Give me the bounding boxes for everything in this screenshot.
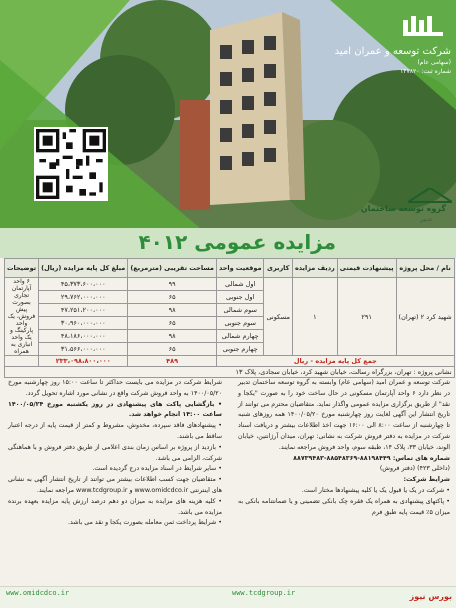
condition-item: • متقاضیان جهت کسب اطلاعات بیشتر می توانند از تاریخ انتشار آگهی به نشانی های اینترنتی www.omidcdco.ir و www.tcdgroup.ir مراجعه نمایند. — [8, 476, 222, 494]
qr-code-icon — [36, 129, 106, 199]
company-logo-icon — [401, 12, 445, 38]
contact-phones: شماره های تماس: ۸۸۱۹۸۴۴۹-۸۸۵۴۸۳۶۹-۸۸۷۳۹۴۸۳ — [293, 454, 450, 462]
usage-cell: مسکونی — [264, 278, 292, 356]
project-address: نشانی پروژه : تهران، بزرگراه رسالت، خیابان شهید کرد، خیابان سجادی، پلاک ۱۳ — [5, 367, 455, 378]
condition-item: • بازدید از پروژه بر اساس زمان بندی اعلامی از طریق دفتر فروش و با هماهنگی شرکت، الزامی می باشد. — [8, 443, 222, 462]
position-cell: چهارم جنوبی — [216, 343, 264, 356]
roof-icon — [408, 188, 452, 204]
row-no-cell: ۱ — [292, 278, 337, 356]
group-logo — [330, 186, 452, 226]
col-position: موقعیت واحد — [216, 259, 264, 278]
price-cell: ۴۷،۲۵۱،۲۰۰،۰۰۰ — [39, 304, 128, 317]
col-area: مساحت تقریبی (مترمربع) — [128, 259, 217, 278]
condition-item: • سایر شرایط در اسناد مزایده درج گردیده است. — [92, 465, 222, 473]
total-price: ۲۳۳،۰۹۸،۸۰۰،۰۰۰ — [39, 356, 128, 367]
area-cell: ۶۵ — [128, 291, 217, 304]
registration-number: شماره ثبت: ۱۴۷۸۲۰ — [400, 68, 451, 75]
address-row — [5, 367, 455, 378]
price-cell: ۳۱،۵۶۶،۰۰۰،۰۰۰ — [39, 343, 128, 356]
qr-code[interactable] — [34, 127, 108, 201]
area-cell: ۶۵ — [128, 317, 217, 330]
col-project: نام / محل پروژه — [396, 259, 454, 278]
body-left-column — [8, 378, 222, 529]
area-cell: ۹۸ — [128, 330, 217, 343]
conditions-heading: شرایط شرکت: — [403, 476, 450, 484]
price-cell: ۴۵،۳۷۳،۶۰۰،۰۰۰ — [39, 278, 128, 291]
contact-ext: (داخلی ۴۲۳) (دفتر فروش) — [379, 465, 450, 473]
position-cell: سوم جنوبی — [216, 317, 264, 330]
area-cell: ۹۸ — [128, 304, 217, 317]
position-cell: اول شمالی — [216, 278, 264, 291]
condition-item: • پاکتهای پیشنهادی به همراه یک فقره چک بانکی تضمینی و یا ضمانتنامه بانکی به میزان ۵٪ قیمت پایه طبق فرم — [238, 497, 450, 516]
col-price: مبلغ کل پایه مزایده (ریال) — [39, 259, 128, 278]
position-cell: چهارم شمالی — [216, 330, 264, 343]
auction-table — [4, 258, 455, 378]
col-note: توضیحات — [5, 259, 39, 278]
position-cell: سوم شمالی — [216, 304, 264, 317]
company-logo — [334, 8, 453, 83]
offers-cell: ۲۹۱ — [337, 278, 396, 356]
note-cell: ۶ واحد آپارتمان تجاری بصورت پیش فروش، یک واحد پارکینگ و یک واحد انباری به همراه — [5, 278, 39, 356]
condition-item: • پیشنهادهای فاقد سپرده، مخدوش، مشروط و کمتر از قیمت پایه از درجه اعتبار ساقط می باشند. — [8, 422, 222, 440]
source-watermark: بورس نیوز — [409, 592, 452, 601]
condition-item: • شرایط پرداخت ثمن معامله بصورت یکجا و نقد می باشد. — [68, 519, 222, 527]
total-row — [5, 356, 455, 367]
col-usage: کاربری — [264, 259, 292, 278]
condition-item: • شرکت در یک یا قبول یک یا کلیه پیشنهادها مختار است. — [301, 486, 450, 494]
intro-paragraph: شرکت توسعه و عمران امید (سهامی عام) وابسته به گروه توسعه ساختمان تدبیر در نظر دارد ۶ واحد آپارتمان مسکونی در حال ساخت خود را به صورت "یکجا و نقد" از طریق برگزاری مزایده عمومی واگذار نماید. متقاضیان محترم می توانند از تاریخ انتشار این آگهی لغایت روز چهارشنبه مورخ ۱۴۰۰/۰۵/۲۰ همه روزهای شنبه تا چهارشنبه از ساعت ۸:۰۰ الی ۱۶:۰۰ جهت اخذ اطلاعات بیشتر و دریافت اسناد شرکت در مزایده به دفتر فروش شرکت به نشانی: تهران، میدان آرژانتین، خیابان الوند، خیابان ۳۳، پلاک ۱۴، طبقه سوم، واحد فروش مراجعه نمایند. — [238, 379, 451, 451]
total-area: ۴۸۹ — [128, 356, 217, 367]
title-bar — [0, 228, 456, 258]
footer-website-omid[interactable]: www.omidcdco.ir — [6, 589, 70, 597]
header-banner — [0, 0, 456, 228]
opening-item: • بازگشایی پاکت های پیشنهادی در روز یکشنبه مورخ ۱۴۰۰/۰۵/۲۴ ساعت ۱۴:۰۰ انجام خواهد شد. — [8, 400, 222, 419]
page-title: مزایده عمومی ۴۰۱۲ — [138, 230, 336, 254]
price-cell: ۲۹،۷۶۲،۰۰۰،۰۰۰ — [39, 291, 128, 304]
condition-item: • کلیه هزینه های مزایده به میزان دو دهم درصد ارزش پایه مزایده بعهده برنده مزایده می باشد. — [8, 497, 222, 516]
col-offers: پیشنهادت قیمتی — [337, 259, 396, 278]
table-header-row — [5, 259, 455, 278]
table-row — [5, 278, 455, 291]
total-empty — [5, 356, 39, 367]
price-cell: ۳۰،۹۶۰،۰۰۰،۰۰۰ — [39, 317, 128, 330]
total-label: جمع کل پایه مزایده - ریال — [216, 356, 454, 367]
project-cell: شهید کرد ۲ (تهران) — [396, 278, 454, 356]
col-row-no: ردیف مزایده — [292, 259, 337, 278]
company-name: شرکت توسعه و عمران امید — [334, 46, 451, 57]
deadline-paragraph: شرایط شرکت در مزایده می بایست حداکثر تا ساعت ۱۵:۰۰ روز چهارشنبه مورخ ۱۴۰۰/۰۵/۲۰ به واحد فروش شرکت واقع در نشانی مورد اشاره تحویل گردد. — [8, 379, 222, 397]
body-right-column — [238, 378, 450, 518]
company-type: (سهامی عام) — [417, 59, 451, 66]
area-cell: ۶۵ — [128, 343, 217, 356]
group-name: گروه توسعه ساختمان — [360, 204, 446, 213]
position-cell: اول جنوبی — [216, 291, 264, 304]
group-subtitle: تدبیر — [420, 216, 432, 223]
area-cell: ۹۹ — [128, 278, 217, 291]
footer-website-tcd[interactable]: www.tcdgroup.ir — [232, 589, 296, 597]
price-cell: ۴۸،۱۸۶،۰۰۰،۰۰۰ — [39, 330, 128, 343]
